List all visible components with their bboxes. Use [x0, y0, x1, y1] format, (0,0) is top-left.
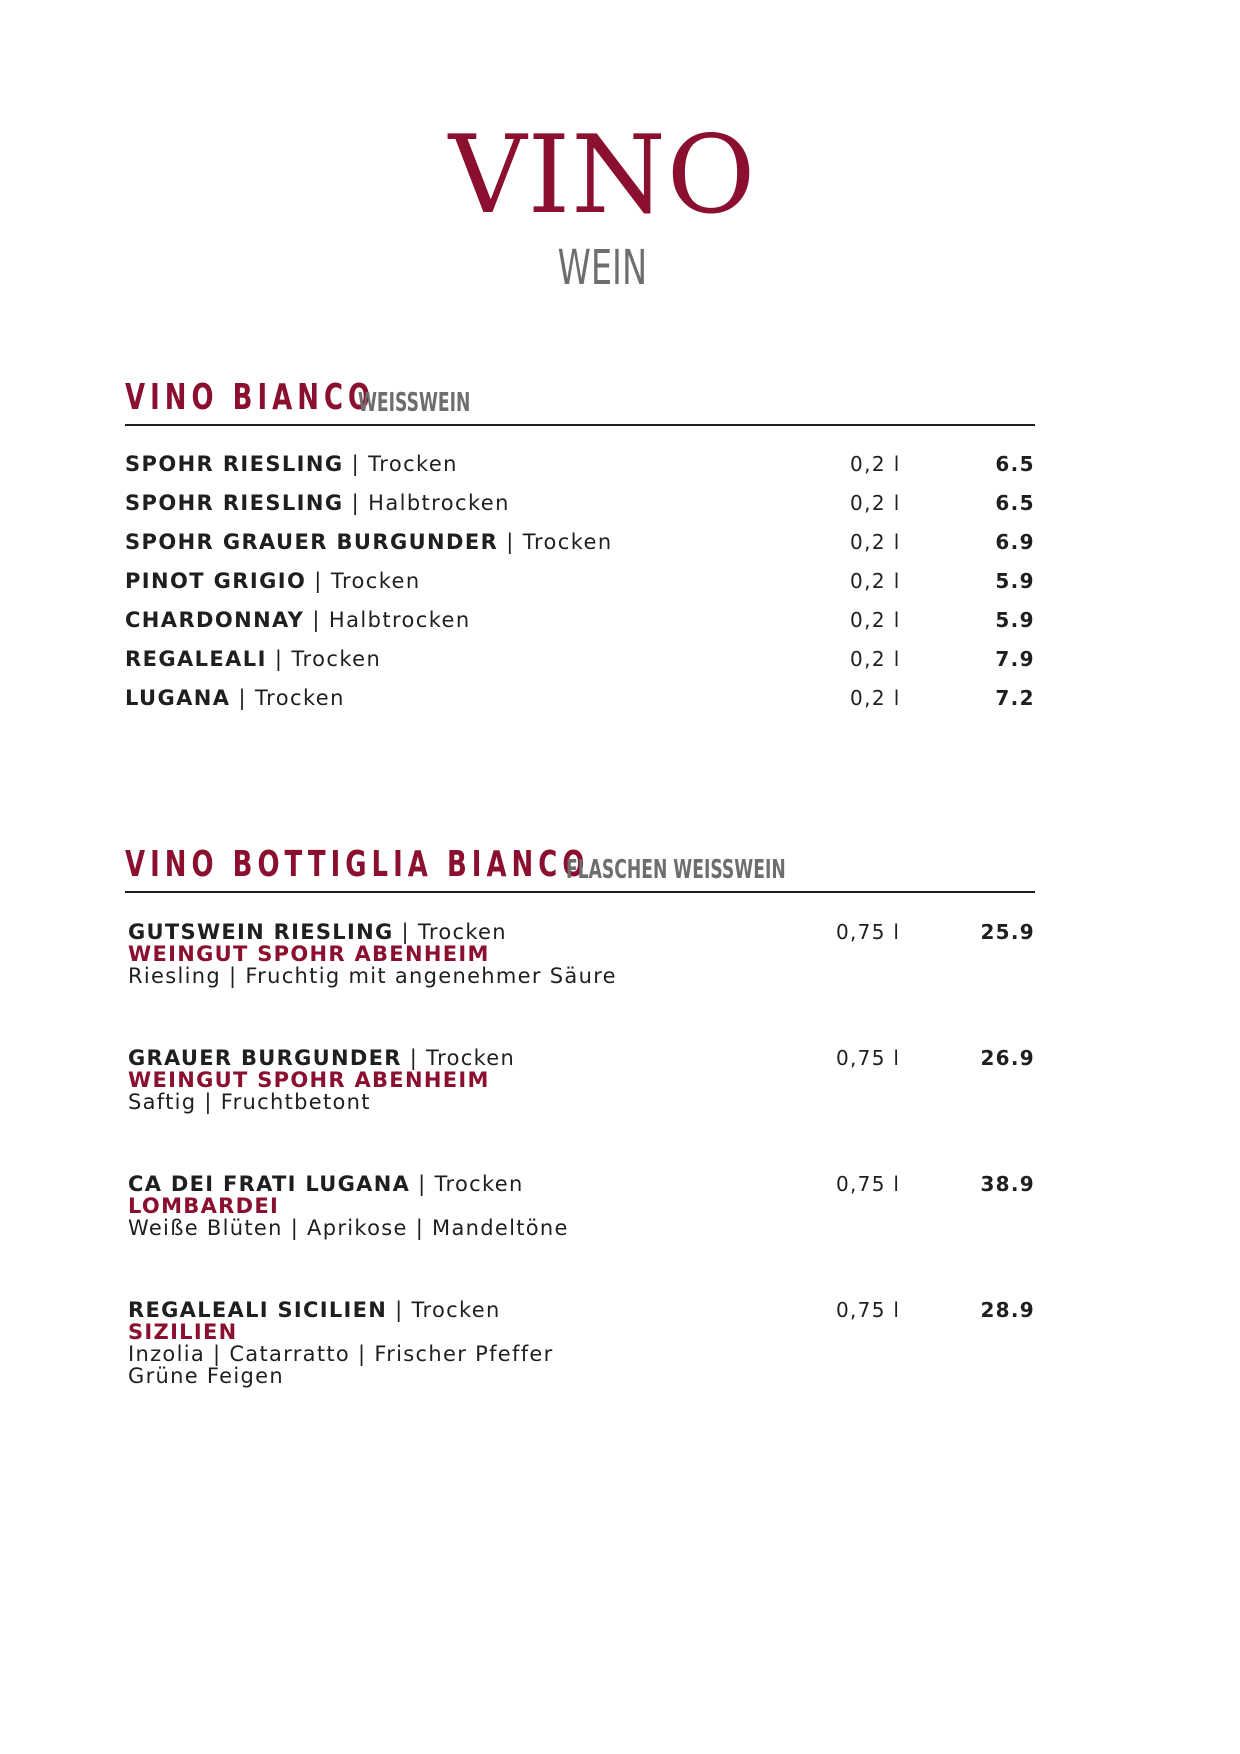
wine-name: GRAUER BURGUNDER: [128, 1046, 402, 1070]
wine-volume: 0,2 l: [850, 608, 901, 632]
wine-name: CA DEI FRATI LUGANA: [128, 1172, 411, 1196]
wine-price: 28.9: [980, 1298, 1035, 1322]
wine-name-line: [128, 1299, 501, 1321]
section-title: VINO BIANCO: [125, 377, 376, 418]
section-vino-bianco: [125, 378, 1035, 725]
wine-name-line: [125, 647, 381, 671]
section-title: VINO BOTTIGLIA BIANCO: [125, 844, 590, 885]
wine-name-line: [128, 921, 507, 943]
wine-name: CHARDONNAY: [125, 608, 305, 632]
wine-style: | Halbtrocken: [343, 491, 510, 515]
wine-name-line: [125, 608, 471, 632]
wine-row: [125, 608, 1035, 647]
wine-name: REGALEALI: [125, 647, 267, 671]
wine-row: [125, 647, 1035, 686]
wine-volume: 0,2 l: [850, 530, 901, 554]
wine-price: 6.9: [995, 530, 1035, 554]
wine-price: 7.2: [995, 686, 1035, 710]
wine-price: 6.5: [995, 452, 1035, 476]
wine-region: LOMBARDEI: [128, 1194, 280, 1218]
wine-volume: 0,75 l: [836, 920, 901, 944]
wine-name-line: [125, 452, 458, 476]
bottle-wine-list: [125, 921, 1035, 1425]
tasting-notes: [128, 1343, 748, 1387]
wine-name: SPOHR RIESLING: [125, 452, 344, 476]
wine-name-line: [125, 530, 613, 554]
wine-style: | Trocken: [230, 686, 345, 710]
tasting-note-line: Saftig | Fruchtbetont: [128, 1090, 371, 1114]
wine-name: SPOHR RIESLING: [125, 491, 344, 515]
wine-region: WEINGUT SPOHR ABENHEIM: [128, 942, 490, 966]
tasting-notes: [128, 965, 748, 987]
wine-volume: 0,75 l: [836, 1298, 901, 1322]
wine-volume: 0,75 l: [836, 1172, 901, 1196]
section-subtitle: WEISSWEIN: [358, 388, 471, 418]
wine-row: [125, 569, 1035, 608]
tasting-notes: [128, 1217, 748, 1239]
tasting-note-line: Grüne Feigen: [128, 1364, 284, 1388]
bottle-item: [125, 1047, 1035, 1173]
wine-price: 38.9: [980, 1172, 1035, 1196]
wine-price: 7.9: [995, 647, 1035, 671]
tasting-note-line: Inzolia | Catarratto | Frischer Pfeffer: [128, 1342, 554, 1366]
wine-volume: 0,2 l: [850, 491, 901, 515]
wine-style: | Trocken: [498, 530, 613, 554]
wine-volume: 0,2 l: [850, 686, 901, 710]
wine-name: GUTSWEIN RIESLING: [128, 920, 394, 944]
wine-row: [125, 491, 1035, 530]
wine-style: | Trocken: [387, 1298, 501, 1322]
wine-row: [125, 452, 1035, 491]
section-header: [125, 378, 1035, 426]
wine-name: SPOHR GRAUER BURGUNDER: [125, 530, 499, 554]
page-subtitle: WEIN: [557, 240, 648, 296]
wine-price: 5.9: [995, 608, 1035, 632]
wine-volume: 0,2 l: [850, 647, 901, 671]
wine-name-line: [125, 569, 421, 593]
wine-volume: 0,2 l: [850, 569, 901, 593]
wine-style: | Trocken: [306, 569, 421, 593]
wine-style: | Trocken: [401, 1046, 516, 1070]
wine-style: | Trocken: [393, 920, 507, 944]
wine-region: SIZILIEN: [128, 1320, 238, 1344]
wine-style: | Halbtrocken: [304, 608, 471, 632]
wine-name-line: [128, 1047, 515, 1069]
bottle-item: [125, 1299, 1035, 1425]
wine-name-line: [125, 491, 510, 515]
wine-style: | Trocken: [410, 1172, 524, 1196]
section-subtitle: FLASCHEN WEISSWEIN: [566, 855, 786, 885]
tasting-notes: [128, 1091, 748, 1113]
tasting-note-line: Weiße Blüten | Aprikose | Mandeltöne: [128, 1216, 569, 1240]
bottle-item: [125, 921, 1035, 1047]
wine-volume: 0,2 l: [850, 452, 901, 476]
bottle-item: [125, 1173, 1035, 1299]
wine-name-line: [128, 1173, 524, 1195]
page-title: VINO: [448, 113, 757, 238]
wine-name: REGALEALI SICILIEN: [128, 1298, 388, 1322]
wine-price: 6.5: [995, 491, 1035, 515]
wine-region: WEINGUT SPOHR ABENHEIM: [128, 1068, 490, 1092]
wine-style: | Trocken: [343, 452, 458, 476]
section-header: [125, 845, 1035, 893]
wine-price: 5.9: [995, 569, 1035, 593]
wine-price: 26.9: [980, 1046, 1035, 1070]
tasting-note-line: Riesling | Fruchtig mit angenehmer Säure: [128, 964, 617, 988]
glass-wine-list: [125, 452, 1035, 725]
wine-volume: 0,75 l: [836, 1046, 901, 1070]
wine-row: [125, 530, 1035, 569]
wine-name: LUGANA: [125, 686, 231, 710]
wine-name-line: [125, 686, 345, 710]
section-vino-bottiglia-bianco: [125, 845, 1035, 1425]
wine-name: PINOT GRIGIO: [125, 569, 307, 593]
wine-row: [125, 686, 1035, 725]
wine-price: 25.9: [980, 920, 1035, 944]
wine-style: | Trocken: [266, 647, 382, 671]
